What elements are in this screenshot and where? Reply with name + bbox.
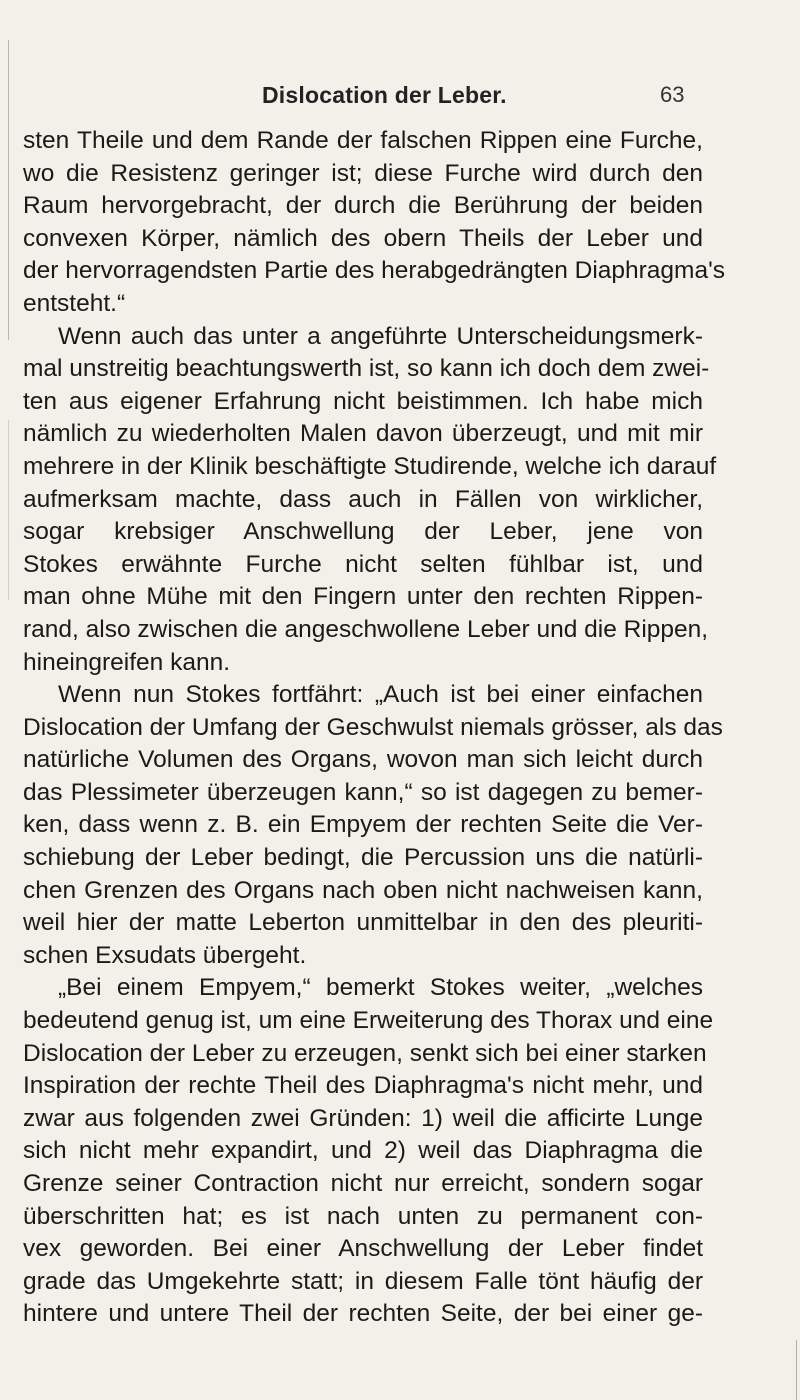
text-line: mehrere in der Klinik beschäftigte Studirende, welche ich darauf [23,452,717,480]
text-line: schiebung der Leber bedingt, die Percussion uns die natürli- [23,844,703,872]
text-line: man ohne Mühe mit den Fingern unter den rechten Rippen- [23,583,703,611]
text-line: der hervorragendsten Partie des herabgedrängten Diaphragma's [23,257,726,285]
text-line: chen Grenzen des Organs nach oben nicht nachweisen kann, [23,876,703,904]
text-line: natürliche Volumen des Organs, wovon man sich leicht durch [23,746,703,774]
text-line: Stokes erwähnte Furche nicht selten fühlbar ist, und [23,550,703,578]
text-line: ten aus eigener Erfahrung nicht beistimmen. Ich habe mich [23,387,703,415]
text-line: Inspiration der rechte Theil des Diaphragma's nicht mehr, und [23,1072,703,1100]
text-line: aufmerksam machte, dass auch in Fällen von wirklicher, [23,485,703,513]
text-line: schen Exsudats übergeht. [23,941,307,969]
text-line: wo die Resistenz geringer ist; diese Furche wird durch den [23,159,703,187]
text-line: weil hier der matte Leberton unmittelbar in den des pleuriti- [23,909,703,937]
running-head [0,82,800,112]
text-line: Raum hervorgebracht, der durch die Berührung der beiden [23,192,703,220]
text-line: zwar aus folgenden zwei Gründen: 1) weil die afficirte Lunge [23,1104,703,1132]
body-text [23,125,726,1331]
text-line: sogar krebsiger Anschwellung der Leber, jene von [23,518,703,546]
text-line: Grenze seiner Contraction nicht nur erreicht, sondern sogar [23,1170,703,1197]
text-line: bedeutend genug ist, um eine Erweiterung des Thorax und eine [23,1007,714,1035]
text-line: „Bei einem Empyem,“ bemerkt Stokes weiter, „welches [58,974,703,1002]
text-line: ken, dass wenn z. B. ein Empyem der rechten Seite die Ver- [23,811,703,839]
text-line: rand, also zwischen die angeschwollene Leber und die Rippen, [23,615,709,643]
running-title: Dislocation der Leber. [262,82,507,108]
text-line: Wenn auch das unter a angeführte Unterscheidungsmerk- [58,322,703,350]
text-line: hintere und untere Theil der rechten Seite, der bei einer ge- [23,1300,703,1328]
text-line: Wenn nun Stokes fortfährt: „Auch ist bei einer einfachen [58,681,703,709]
page-number: 63 [660,82,685,107]
page-edge-shadow [796,1340,797,1400]
text-line: nämlich zu wiederholten Malen davon überzeugt, und mit mir [23,420,703,448]
text-line: vex geworden. Bei einer Anschwellung der Leber findet [23,1235,703,1263]
text-line: Dislocation der Leber zu erzeugen, senkt sich bei einer starken [23,1039,707,1067]
text-line: hineingreifen kann. [23,648,231,676]
text-line: das Plessimeter überzeugen kann,“ so ist dagegen zu bemer- [23,778,703,806]
text-line: sich nicht mehr expandirt, und 2) weil das Diaphragma die [23,1137,703,1165]
text-line: entsteht.“ [23,289,126,317]
page-edge-shadow [8,420,9,600]
text-line: Dislocation der Umfang der Geschwulst niemals grösser, als das [23,713,723,741]
text-line: sten Theile und dem Rande der falschen Rippen eine Furche, [23,127,703,154]
text-line: überschritten hat; es ist nach unten zu permanent con- [23,1202,703,1230]
text-line: grade das Umgekehrte statt; in diesem Falle tönt häufig der [23,1267,703,1295]
text-line: convexen Körper, nämlich des obern Theils der Leber und [23,224,703,252]
text-line: mal unstreitig beachtungswerth ist, so kann ich doch dem zwei- [23,355,710,383]
